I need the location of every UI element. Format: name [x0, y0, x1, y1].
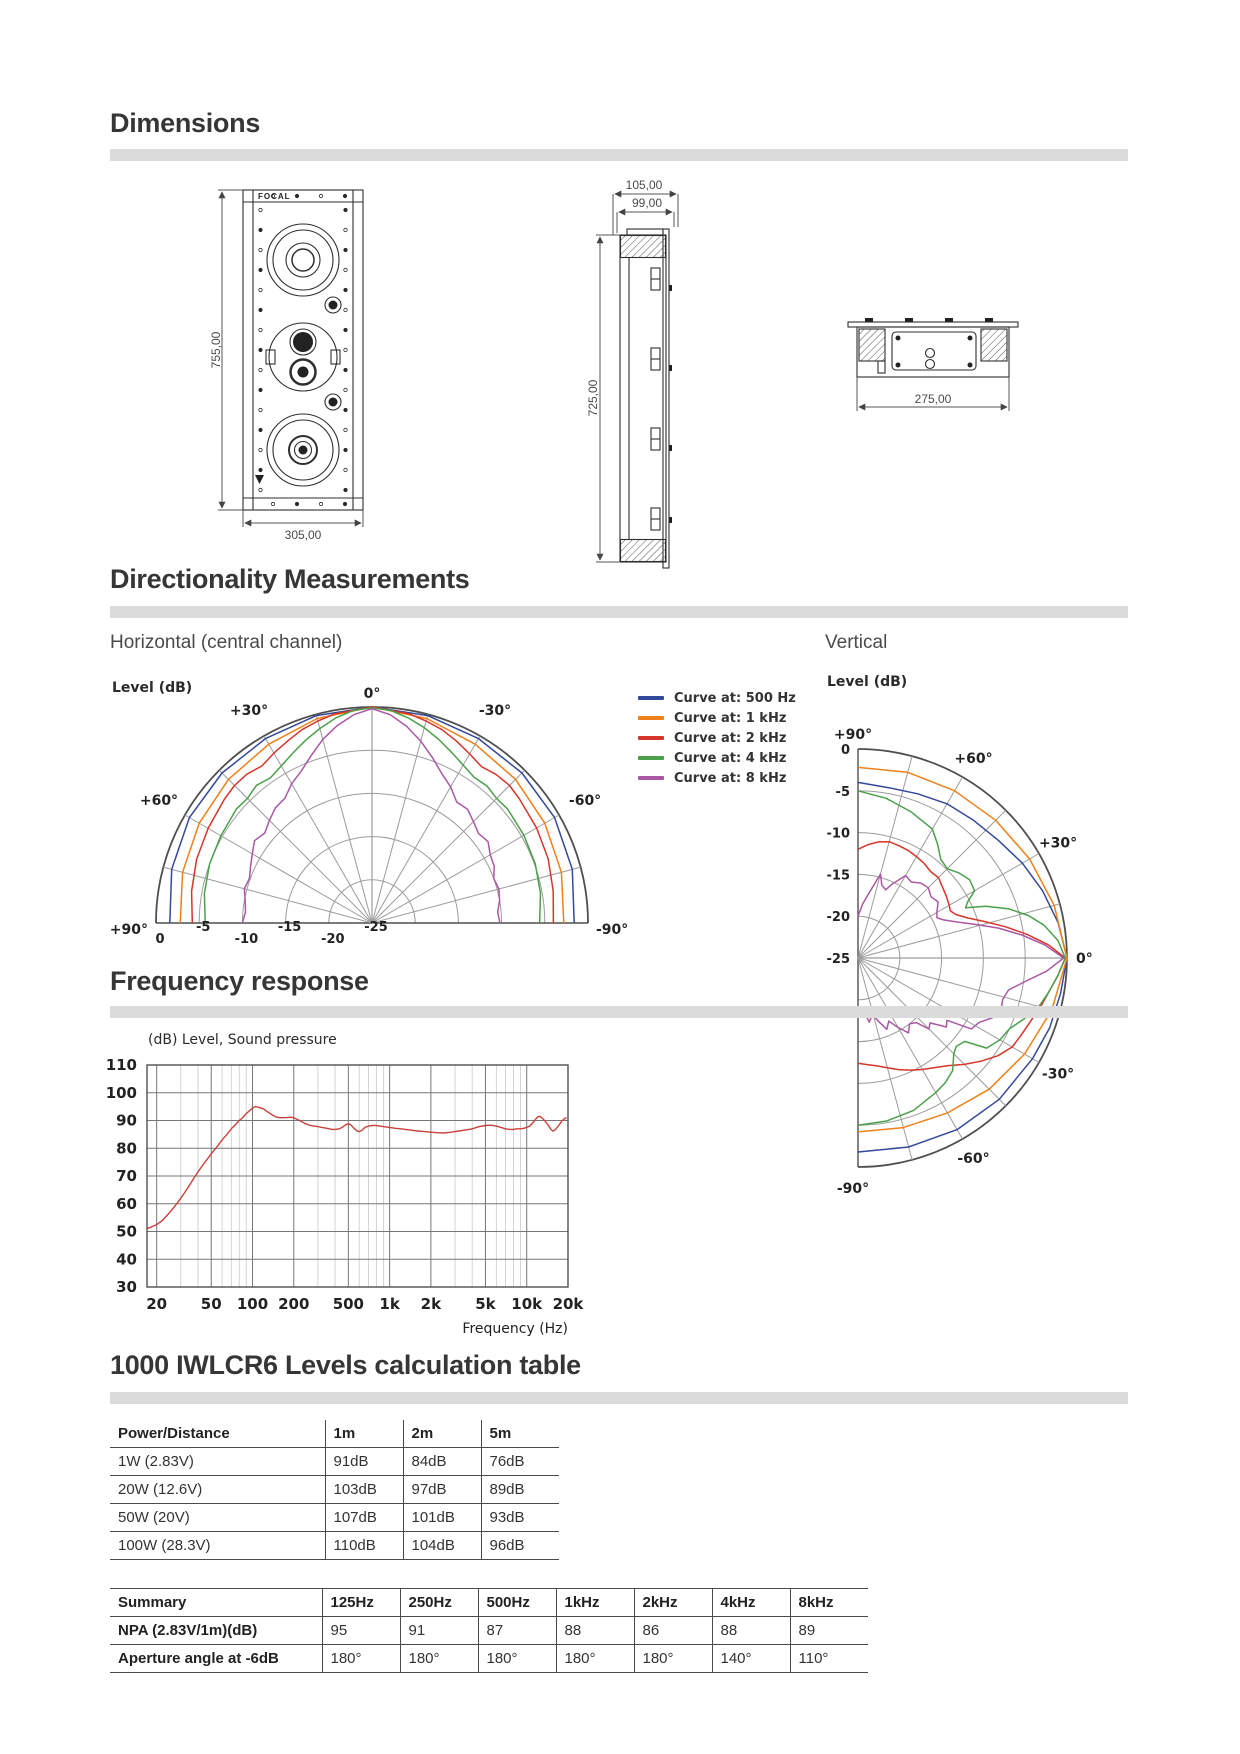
tick-label: -25	[364, 920, 388, 935]
front-height-label: 755,00	[209, 331, 223, 369]
column-header: 1m	[325, 1420, 403, 1448]
table-cell: 101dB	[403, 1504, 481, 1532]
legend-swatch-icon	[638, 716, 664, 720]
legend-swatch-icon	[638, 696, 664, 700]
directionality-underline	[110, 606, 1128, 618]
horizontal-level-axis-label: Level (dB)	[112, 680, 193, 696]
tick-label: +90°	[109, 922, 148, 938]
legend-label: Curve at: 1 kHz	[674, 710, 787, 726]
tick-label: 1k	[379, 1295, 400, 1313]
tick-label: 100	[236, 1295, 269, 1313]
legend-label: Curve at: 4 kHz	[674, 750, 787, 766]
column-header: 2kHz	[634, 1589, 712, 1617]
column-header: 125Hz	[322, 1589, 400, 1617]
table-cell: 1W (2.83V)	[118, 1453, 194, 1470]
tick-label: 2k	[420, 1295, 442, 1313]
column-header: 5m	[481, 1420, 559, 1448]
levels-underline	[110, 1392, 1128, 1404]
tick-label: +60°	[954, 750, 993, 767]
tick-label: 200	[278, 1295, 310, 1313]
table-cell: 180°	[556, 1645, 634, 1673]
tick-label: -60°	[568, 793, 602, 809]
table-cell: 91dB	[325, 1448, 403, 1476]
column-header: 250Hz	[400, 1589, 478, 1617]
table-cell: Aperture angle at -6dB	[118, 1650, 279, 1667]
levels-table-container	[110, 1420, 559, 1560]
summary-table	[110, 1588, 868, 1673]
table-cell: 180°	[322, 1645, 400, 1673]
tick-label: 20	[146, 1295, 168, 1313]
tick-label: -15	[826, 868, 850, 884]
tick-label: -15	[277, 920, 302, 935]
legend-item	[638, 768, 796, 788]
tick-label: +30°	[229, 702, 269, 719]
brand-logo: FOCAL	[258, 192, 291, 201]
frequency-chart	[100, 1048, 640, 1348]
table-cell: 110°	[790, 1645, 868, 1673]
column-header: 500Hz	[478, 1589, 556, 1617]
dimensions-underline	[110, 149, 1128, 161]
top-width-label: 275,00	[914, 392, 952, 406]
directionality-heading: Directionality Measurements	[110, 564, 470, 594]
table-cell: 110dB	[325, 1532, 403, 1560]
table-cell: 20W (12.6V)	[118, 1481, 203, 1498]
vertical-subtitle: Vertical	[825, 632, 888, 653]
table-header-row	[110, 1589, 868, 1617]
front-dimension-lines	[218, 190, 363, 527]
column-header: 1kHz	[556, 1589, 634, 1617]
column-header: 2m	[403, 1420, 481, 1448]
dimension-drawings	[130, 165, 1090, 580]
table-row	[110, 1448, 559, 1476]
column-header: 4kHz	[712, 1589, 790, 1617]
tick-label: -90°	[596, 922, 629, 938]
legend-item	[638, 708, 796, 728]
table-cell: 89	[790, 1617, 868, 1645]
table-cell: 91	[400, 1617, 478, 1645]
legend-label: Curve at: 8 kHz	[674, 770, 787, 786]
tick-label: -20	[321, 932, 345, 947]
legend-label: Curve at: 500 Hz	[674, 690, 796, 706]
tick-label: -25	[826, 952, 850, 967]
column-header: Summary	[118, 1594, 187, 1611]
legend-item	[638, 728, 796, 748]
tick-label: -90°	[836, 1181, 870, 1197]
table-cell: 88	[556, 1617, 634, 1645]
table-row	[110, 1476, 559, 1504]
table-cell: 100W (28.3V)	[118, 1537, 211, 1554]
table-row	[110, 1617, 868, 1645]
tick-label: -10	[234, 932, 259, 947]
polar-curve	[242, 709, 500, 923]
tick-label: -30°	[478, 702, 512, 719]
table-cell: 50W (20V)	[118, 1509, 190, 1526]
tick-label: 40	[116, 1250, 137, 1269]
tick-label: +30°	[1038, 835, 1078, 852]
side-height-label: 725,00	[586, 379, 600, 417]
tick-label: 100	[105, 1083, 137, 1102]
tick-label: 0°	[363, 686, 381, 702]
horizontal-polar-chart	[100, 684, 660, 962]
table-row	[110, 1532, 559, 1560]
column-header: Power/Distance	[118, 1425, 230, 1442]
column-header: 8kHz	[790, 1589, 868, 1617]
legend-swatch-icon	[638, 756, 664, 760]
side-depth-outer-label: 105,00	[625, 178, 663, 192]
table-cell: 93dB	[481, 1504, 559, 1532]
tick-label: 90	[116, 1111, 137, 1130]
table-cell: 96dB	[481, 1532, 559, 1560]
frequency-axis-label: (dB) Level, Sound pressure	[148, 1032, 337, 1048]
table-row	[110, 1504, 559, 1532]
tick-label: +90°	[833, 727, 873, 743]
focal-flame-icon	[255, 475, 264, 484]
tick-label: 20k	[552, 1295, 584, 1313]
tick-label: -5	[195, 920, 211, 935]
levels-heading: 1000 IWLCR6 Levels calculation table	[110, 1350, 581, 1380]
summary-table-container	[110, 1588, 868, 1673]
table-cell: 107dB	[325, 1504, 403, 1532]
tick-label: +60°	[139, 793, 179, 809]
legend-label: Curve at: 2 kHz	[674, 730, 787, 746]
vertical-level-axis-label: Level (dB)	[827, 674, 908, 690]
tick-label: Frequency (Hz)	[462, 1321, 568, 1337]
table-cell: 140°	[712, 1645, 790, 1673]
dimensions-heading: Dimensions	[110, 108, 261, 138]
side-view-drawing	[620, 229, 672, 568]
tick-label: 50	[200, 1295, 222, 1313]
polar-curve	[858, 782, 1067, 1152]
legend-swatch-icon	[638, 736, 664, 740]
table-cell: 88	[712, 1617, 790, 1645]
tick-label: 10k	[511, 1295, 543, 1313]
tick-label: 30	[116, 1278, 137, 1296]
table-row	[110, 1645, 868, 1673]
side-depth-inner-label: 99,00	[631, 196, 663, 210]
table-cell: 97dB	[403, 1476, 481, 1504]
table-cell: 180°	[400, 1645, 478, 1673]
tick-label: 5k	[475, 1295, 496, 1313]
table-cell: 87	[478, 1617, 556, 1645]
tick-label: 0°	[1076, 951, 1093, 967]
tick-label: 60	[116, 1194, 137, 1213]
table-cell: 180°	[634, 1645, 712, 1673]
tick-label: 70	[116, 1167, 137, 1185]
table-cell: 104dB	[403, 1532, 481, 1560]
tick-label: 80	[116, 1139, 137, 1158]
table-cell: 180°	[478, 1645, 556, 1673]
frequency-heading: Frequency response	[110, 966, 369, 996]
tick-label: -30°	[1041, 1066, 1075, 1083]
levels-table	[110, 1420, 559, 1560]
table-cell: 84dB	[403, 1448, 481, 1476]
front-width-label: 305,00	[284, 528, 322, 542]
table-cell: 103dB	[325, 1476, 403, 1504]
frequency-curve	[147, 1107, 567, 1229]
frequency-underline	[110, 1006, 1128, 1018]
tick-label: 0	[155, 932, 165, 947]
table-header-row	[110, 1420, 559, 1448]
table-cell: 95	[322, 1617, 400, 1645]
table-cell: 76dB	[481, 1448, 559, 1476]
tick-label: -60°	[957, 1151, 990, 1168]
legend-item	[638, 748, 796, 768]
top-view-drawing	[848, 318, 1018, 377]
table-cell: 89dB	[481, 1476, 559, 1504]
tick-label: 110	[105, 1056, 137, 1074]
vertical-polar-chart	[798, 700, 1138, 1205]
legend-item	[638, 688, 796, 708]
horizontal-subtitle: Horizontal (central channel)	[110, 632, 343, 653]
tick-label: 0	[840, 743, 850, 758]
tick-label: 50	[116, 1222, 137, 1241]
table-cell: 86	[634, 1617, 712, 1645]
tick-label: -10	[826, 826, 850, 842]
tick-label: -20	[826, 910, 850, 926]
tick-label: 500	[332, 1295, 365, 1313]
tick-label: -5	[835, 784, 850, 800]
table-cell: NPA (2.83V/1m)(dB)	[118, 1622, 258, 1639]
legend-swatch-icon	[638, 776, 664, 780]
polar-legend	[638, 688, 796, 788]
